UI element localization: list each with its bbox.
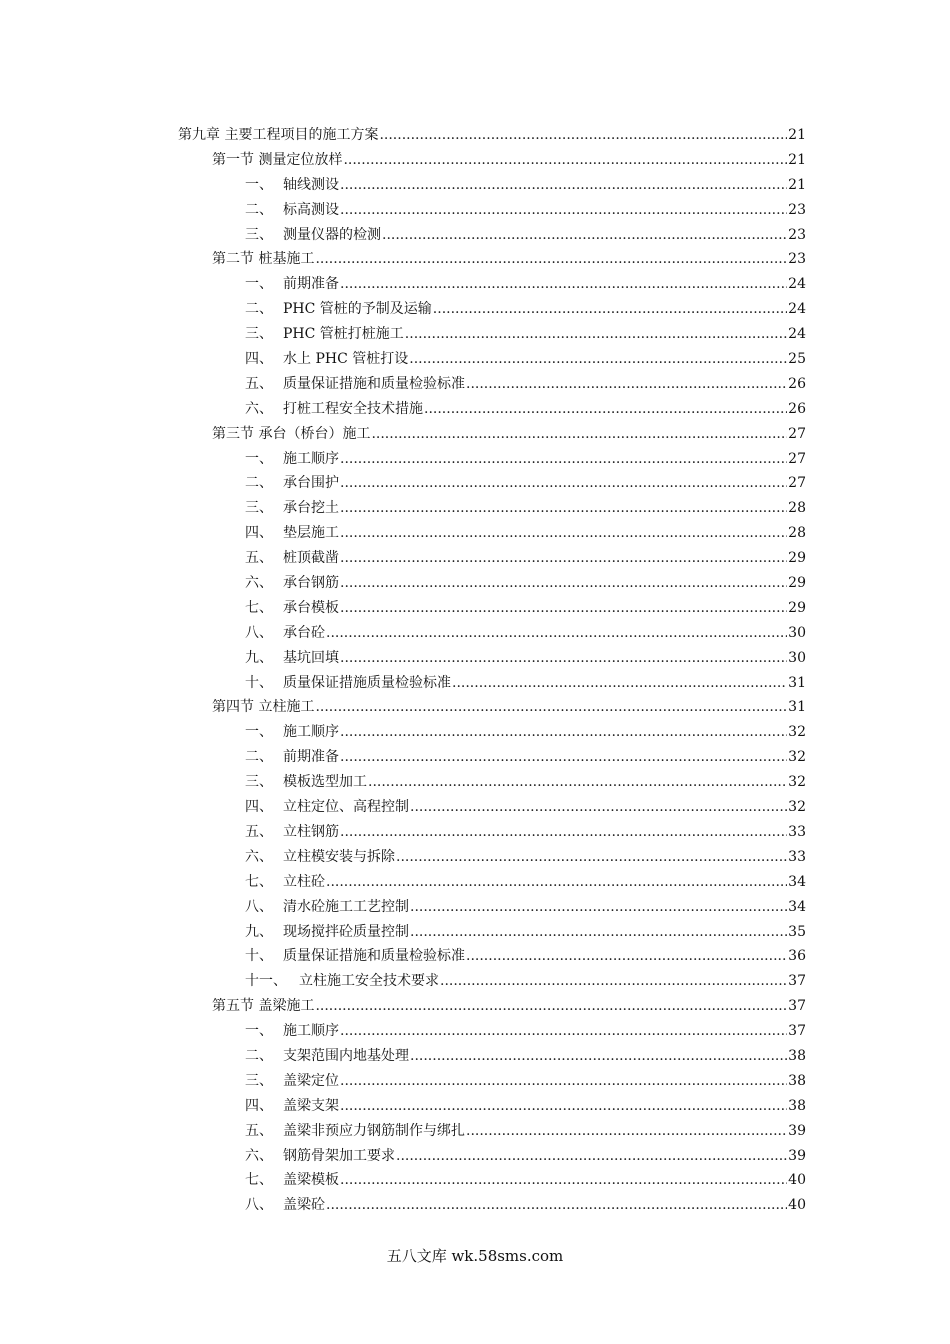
- toc-dot-leader: [340, 1172, 787, 1188]
- toc-page-number: 21: [788, 151, 806, 168]
- toc-page-number: 37: [788, 998, 806, 1015]
- toc-entry-title: 前期准备: [283, 276, 339, 293]
- toc-entry-title: 第四节 立柱施工: [212, 699, 315, 716]
- toc-entry-title: 模板选型加工: [283, 774, 367, 791]
- toc-entry-number: 九、: [245, 649, 273, 666]
- toc-entry-number: 十、: [245, 674, 273, 691]
- toc-dot-leader: [424, 401, 787, 417]
- toc-entry-number: 三、: [245, 1072, 273, 1089]
- toc-page-number: 40: [788, 1197, 806, 1214]
- toc-dot-leader: [466, 948, 787, 964]
- toc-entry-number: 四、: [245, 525, 273, 542]
- toc-dot-leader: [340, 724, 787, 740]
- toc-entry-number: 三、: [245, 774, 273, 791]
- toc-dot-leader: [466, 376, 787, 392]
- toc-entry[interactable]: [178, 771, 806, 796]
- toc-page-number: 27: [788, 425, 806, 442]
- toc-entry[interactable]: [178, 199, 806, 224]
- toc-dot-leader: [340, 650, 787, 666]
- toc-dot-leader: [340, 500, 787, 516]
- toc-entry[interactable]: [178, 497, 806, 522]
- toc-page-number: 33: [788, 823, 806, 840]
- toc-entry-number: 一、: [245, 1023, 273, 1040]
- toc-dot-leader: [326, 874, 787, 890]
- toc-entry-number: 二、: [245, 301, 273, 318]
- toc-page-number: 29: [788, 550, 806, 567]
- toc-page-number: 27: [788, 475, 806, 492]
- toc-dot-leader: [410, 1048, 787, 1064]
- toc-entry-title: 第二节 桩基施工: [212, 251, 315, 268]
- toc-entry-number: 四、: [245, 351, 273, 368]
- toc-entry-title: 承台砼: [283, 624, 325, 641]
- toc-entry[interactable]: [178, 423, 806, 448]
- toc-entry-title: 立柱定位、高程控制: [283, 799, 409, 816]
- toc-page-number: 24: [788, 276, 806, 293]
- toc-entry-title: 承台挖土: [283, 500, 339, 517]
- toc-dot-leader: [315, 699, 787, 715]
- toc-entry[interactable]: [178, 273, 806, 298]
- toc-entry[interactable]: [178, 1145, 806, 1170]
- toc-dot-leader: [340, 600, 787, 616]
- toc-dot-leader: [340, 749, 787, 765]
- toc-entry-title: 承台钢筋: [283, 575, 339, 592]
- toc-entry-number: 二、: [245, 1047, 273, 1064]
- toc-entry-number: 十一、: [245, 973, 287, 990]
- toc-page-number: 40: [788, 1172, 806, 1189]
- toc-page-number: 32: [788, 774, 806, 791]
- toc-entry-title: 盖梁砼: [283, 1197, 325, 1214]
- toc-page-number: 34: [788, 873, 806, 890]
- toc-dot-leader: [340, 451, 787, 467]
- toc-entry[interactable]: [178, 373, 806, 398]
- toc-entry-title: 第九章 主要工程项目的施工方案: [178, 127, 379, 143]
- toc-dot-leader: [433, 301, 787, 317]
- toc-page-number: 29: [788, 599, 806, 616]
- toc-entry-number: 六、: [245, 1147, 273, 1164]
- toc-entry[interactable]: [178, 995, 806, 1020]
- toc-entry-title: 立柱砼: [283, 873, 325, 890]
- toc-entry-title: 第五节 盖梁施工: [212, 998, 315, 1015]
- toc-page-number: 31: [788, 674, 806, 691]
- toc-entry[interactable]: [178, 124, 806, 149]
- toc-page-number: 34: [788, 898, 806, 915]
- toc-dot-leader: [340, 575, 787, 591]
- toc-page-number: 38: [788, 1097, 806, 1114]
- toc-page-number: 37: [788, 1023, 806, 1040]
- toc-entry-title: 垫层施工: [283, 525, 339, 542]
- toc-entry-title: 支架范围内地基处理: [283, 1047, 409, 1064]
- toc-page-number: 25: [788, 351, 806, 368]
- toc-page-number: 21: [788, 176, 806, 193]
- toc-entry-title: 承台围护: [283, 475, 339, 492]
- toc-dot-leader: [405, 326, 787, 342]
- toc-entry-title: 立柱钢筋: [283, 823, 339, 840]
- toc-page-number: 32: [788, 749, 806, 766]
- toc-entry-title: 盖梁支架: [283, 1097, 339, 1114]
- toc-dot-leader: [368, 774, 787, 790]
- toc-entry-number: 六、: [245, 575, 273, 592]
- toc-entry-number: 一、: [245, 724, 273, 741]
- toc-entry-title: 盖梁定位: [283, 1072, 339, 1089]
- toc-entry[interactable]: [178, 472, 806, 497]
- toc-entry[interactable]: [178, 622, 806, 647]
- toc-dot-leader: [379, 127, 787, 143]
- toc-entry-number: 八、: [245, 1197, 273, 1214]
- toc-entry[interactable]: [178, 448, 806, 473]
- toc-entry-number: 三、: [245, 500, 273, 517]
- toc-dot-leader: [340, 202, 787, 218]
- toc-entry[interactable]: [178, 1169, 806, 1194]
- toc-dot-leader: [466, 1123, 787, 1139]
- toc-dot-leader: [410, 924, 787, 940]
- toc-page-number: 37: [788, 973, 806, 990]
- toc-page-number: 30: [788, 624, 806, 641]
- toc-dot-leader: [343, 152, 787, 168]
- toc-dot-leader: [326, 1197, 787, 1213]
- toc-entry[interactable]: [178, 323, 806, 348]
- toc-entry[interactable]: [178, 945, 806, 970]
- toc-entry-title: 施工顺序: [283, 450, 339, 467]
- toc-dot-leader: [340, 177, 787, 193]
- toc-entry[interactable]: [178, 174, 806, 199]
- toc-dot-leader: [340, 475, 787, 491]
- toc-entry-number: 五、: [245, 1122, 273, 1139]
- toc-entry-number: 五、: [245, 550, 273, 567]
- toc-page-number: 31: [788, 699, 806, 716]
- toc-entry[interactable]: [178, 796, 806, 821]
- toc-entry-title: 立柱施工安全技术要求: [299, 973, 439, 990]
- toc-entry-title: 前期准备: [283, 749, 339, 766]
- toc-page-number: 33: [788, 848, 806, 865]
- toc-entry-number: 七、: [245, 599, 273, 616]
- toc-entry-title: 质量保证措施和质量检验标准: [283, 375, 465, 392]
- toc-entry-title: PHC 管桩的予制及运输: [283, 301, 432, 318]
- toc-entry-number: 三、: [245, 226, 273, 243]
- toc-dot-leader: [340, 1073, 787, 1089]
- toc-dot-leader: [340, 550, 787, 566]
- toc-entry[interactable]: [178, 871, 806, 896]
- toc-entry[interactable]: [178, 1045, 806, 1070]
- toc-dot-leader: [371, 426, 787, 442]
- toc-dot-leader: [315, 251, 787, 267]
- toc-entry-number: 七、: [245, 873, 273, 890]
- toc-page-number: 23: [788, 201, 806, 218]
- toc-dot-leader: [410, 899, 787, 915]
- toc-dot-leader: [396, 849, 787, 865]
- toc-entry-title: 施工顺序: [283, 1023, 339, 1040]
- toc-entry-number: 六、: [245, 848, 273, 865]
- toc-dot-leader: [340, 1098, 787, 1114]
- toc-entry[interactable]: [178, 896, 806, 921]
- toc-entry[interactable]: [178, 921, 806, 946]
- toc-entry-number: 四、: [245, 799, 273, 816]
- toc-entry[interactable]: [178, 298, 806, 323]
- toc-entry-title: 盖梁模板: [283, 1172, 339, 1189]
- toc-page-number: 38: [788, 1072, 806, 1089]
- toc-entry-title: 质量保证措施和质量检验标准: [283, 948, 465, 965]
- toc-entry[interactable]: [178, 672, 806, 697]
- toc-entry-number: 七、: [245, 1172, 273, 1189]
- toc-entry-number: 二、: [245, 201, 273, 218]
- toc-entry-title: 清水砼施工工艺控制: [283, 898, 409, 915]
- toc-entry-number: 五、: [245, 375, 273, 392]
- toc-page-number: 26: [788, 400, 806, 417]
- toc-entry[interactable]: [178, 224, 806, 249]
- toc-entry[interactable]: [178, 572, 806, 597]
- toc-entry-title: 第三节 承台（桥台）施工: [212, 425, 371, 442]
- toc-page-number: 28: [788, 525, 806, 542]
- table-of-contents: [178, 124, 806, 1219]
- toc-entry-title: 测量仪器的检测: [283, 226, 381, 243]
- toc-dot-leader: [315, 998, 787, 1014]
- toc-page-number: 32: [788, 799, 806, 816]
- toc-page-number: 27: [788, 450, 806, 467]
- toc-entry-title: 施工顺序: [283, 724, 339, 741]
- toc-dot-leader: [452, 675, 787, 691]
- toc-dot-leader: [396, 1148, 787, 1164]
- toc-entry-title: 承台模板: [283, 599, 339, 616]
- toc-entry-title: 钢筋骨架加工要求: [283, 1147, 395, 1164]
- toc-page-number: 23: [788, 251, 806, 268]
- toc-entry[interactable]: [178, 721, 806, 746]
- toc-entry-number: 八、: [245, 624, 273, 641]
- toc-entry-number: 三、: [245, 326, 273, 343]
- toc-entry[interactable]: [178, 1020, 806, 1045]
- toc-page-number: 24: [788, 301, 806, 318]
- toc-page-number: 21: [788, 127, 806, 143]
- toc-dot-leader: [340, 276, 787, 292]
- toc-entry[interactable]: [178, 348, 806, 373]
- toc-entry[interactable]: [178, 1070, 806, 1095]
- toc-entry-number: 十、: [245, 948, 273, 965]
- toc-entry[interactable]: [178, 547, 806, 572]
- toc-entry[interactable]: [178, 1120, 806, 1145]
- toc-entry-title: 标高测设: [283, 201, 339, 218]
- toc-entry-number: 六、: [245, 400, 273, 417]
- toc-entry[interactable]: [178, 846, 806, 871]
- toc-entry-number: 二、: [245, 475, 273, 492]
- toc-entry-title: 盖梁非预应力钢筋制作与绑扎: [283, 1122, 465, 1139]
- toc-entry-number: 一、: [245, 276, 273, 293]
- toc-page-number: 32: [788, 724, 806, 741]
- toc-page-number: 24: [788, 326, 806, 343]
- toc-page-number: 28: [788, 500, 806, 517]
- toc-entry-title: 现场搅拌砼质量控制: [283, 923, 409, 940]
- toc-entry-number: 五、: [245, 823, 273, 840]
- toc-entry-title: 水上 PHC 管桩打设: [283, 351, 409, 368]
- toc-entry[interactable]: [178, 248, 806, 273]
- toc-page-number: 38: [788, 1047, 806, 1064]
- toc-dot-leader: [340, 824, 787, 840]
- toc-dot-leader: [410, 799, 787, 815]
- toc-entry-title: 桩顶截凿: [283, 550, 339, 567]
- toc-page-number: 26: [788, 375, 806, 392]
- toc-dot-leader: [382, 227, 787, 243]
- toc-entry-number: 九、: [245, 923, 273, 940]
- toc-entry[interactable]: [178, 821, 806, 846]
- toc-entry[interactable]: [178, 398, 806, 423]
- toc-entry[interactable]: [178, 1095, 806, 1120]
- toc-page-number: 36: [788, 948, 806, 965]
- toc-entry[interactable]: [178, 696, 806, 721]
- toc-entry[interactable]: [178, 522, 806, 547]
- toc-dot-leader: [326, 625, 787, 641]
- toc-dot-leader: [440, 973, 787, 989]
- toc-entry-title: 轴线测设: [283, 176, 339, 193]
- toc-page-number: 39: [788, 1147, 806, 1164]
- toc-entry[interactable]: [178, 647, 806, 672]
- toc-dot-leader: [409, 351, 787, 367]
- toc-page-number: 29: [788, 575, 806, 592]
- toc-dot-leader: [340, 525, 787, 541]
- page-footer-watermark: 五八文库 wk.58sms.com: [386, 1247, 564, 1265]
- toc-entry-title: 基坑回填: [283, 649, 339, 666]
- toc-entry[interactable]: [178, 1194, 806, 1219]
- toc-entry-number: 八、: [245, 898, 273, 915]
- toc-page-number: 30: [788, 649, 806, 666]
- toc-entry-title: 质量保证措施质量检验标准: [283, 674, 451, 691]
- toc-entry-number: 一、: [245, 176, 273, 193]
- toc-entry-title: PHC 管桩打桩施工: [283, 326, 404, 343]
- toc-entry-number: 四、: [245, 1097, 273, 1114]
- toc-entry[interactable]: [178, 149, 806, 174]
- toc-entry-number: 二、: [245, 749, 273, 766]
- toc-page-number: 35: [788, 923, 806, 940]
- toc-entry-title: 第一节 测量定位放样: [212, 151, 343, 168]
- toc-page-number: 23: [788, 226, 806, 243]
- toc-dot-leader: [340, 1023, 787, 1039]
- toc-entry-title: 立柱模安装与拆除: [283, 848, 395, 865]
- toc-page-number: 39: [788, 1122, 806, 1139]
- toc-entry-number: 一、: [245, 450, 273, 467]
- toc-entry[interactable]: [178, 597, 806, 622]
- toc-entry[interactable]: [178, 970, 806, 995]
- toc-entry[interactable]: [178, 746, 806, 771]
- toc-entry-title: 打桩工程安全技术措施: [283, 400, 423, 417]
